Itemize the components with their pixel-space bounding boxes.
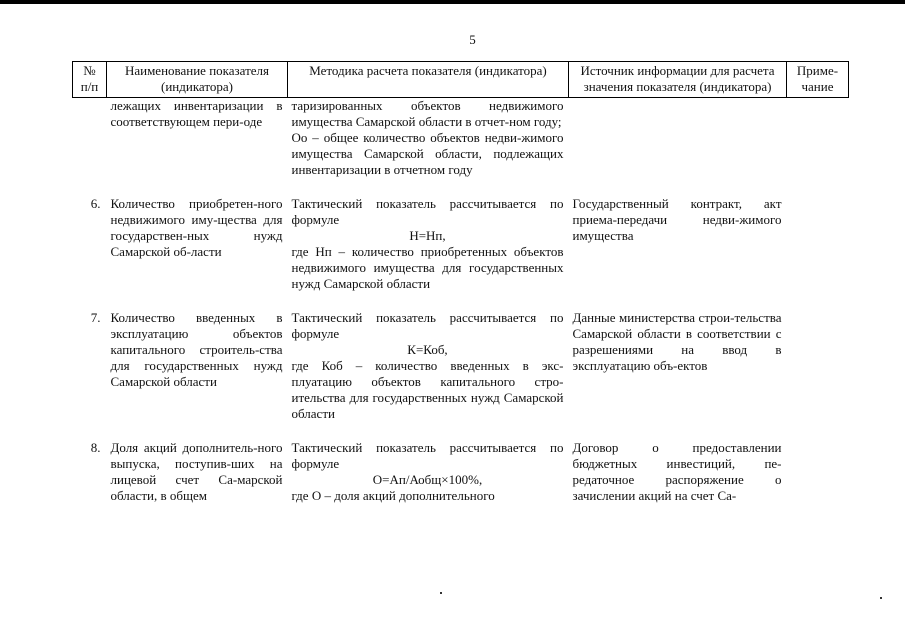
scan-speck (440, 592, 442, 594)
header-name: Наименование показателя (индикатора) (107, 62, 288, 98)
method-formula: Н=Нп, (409, 228, 446, 243)
method-explanation: где Коб – количество введенных в экс-плуатацию объектов капитального стро-ительства для государственных нужд Самарской области (291, 358, 564, 421)
header-method: Методика расчета показателя (индикатора) (288, 62, 569, 98)
note-cell (787, 196, 849, 310)
table-row (73, 440, 849, 522)
method-explanation: Оо – общее количество объектов недви-жимого имущества Самарской области, подлежащих инвентаризации в отчетном году (291, 130, 564, 177)
method-explanation: где О – доля акций дополнительного (291, 488, 495, 503)
row-number: 6. (90, 196, 101, 211)
info-source (569, 98, 787, 197)
method-cell (288, 310, 569, 440)
header-number: № п/п (73, 62, 107, 98)
method-cell (288, 440, 569, 522)
method-formula: О=Ап/Аобщ×100%, (372, 472, 483, 487)
info-source: Данные министерства строи-тельства Самарской области в соответствии с разрешениями на ввод в эксплуатацию объ-ектов (572, 310, 782, 373)
scan-speck (880, 597, 882, 599)
method-text: Тактический показатель рассчитывается по формуле (291, 196, 564, 227)
table-header-row (73, 62, 849, 98)
indicators-table (72, 61, 849, 522)
indicator-name: лежащих инвентаризации в соответствующем пери-оде (110, 98, 283, 129)
row-number: 8. (90, 440, 101, 455)
indicator-name: Доля акций дополнитель-ного выпуска, поступив-ших на лицевой счет Са-марской области, в общем (110, 440, 283, 503)
method-text: таризированных объектов недвижимого имущества Самарской области в отчет-ном году; (291, 98, 564, 129)
note-cell (787, 98, 849, 197)
method-cell (288, 196, 569, 310)
note-cell (787, 310, 849, 440)
info-source: Договор о предоставлении бюджетных инвестиций, пе-редаточное распоряжение о зачислении акций на счет Са- (572, 440, 782, 503)
note-cell (787, 440, 849, 522)
indicator-name: Количество приобретен-ного недвижимого иму-щества для государствен-ных нужд Самарской об-ласти (110, 196, 283, 259)
header-note: Приме-чание (787, 62, 849, 98)
method-text: Тактический показатель рассчитывается по формуле (291, 310, 564, 341)
method-formula: К=Коб, (407, 342, 448, 357)
method-cell (288, 98, 569, 197)
scan-top-edge (0, 0, 905, 4)
table-row (73, 310, 849, 440)
info-source: Государственный контракт, акт приема-передачи недви-жимого имущества (572, 196, 782, 243)
method-text: Тактический показатель рассчитывается по формуле (291, 440, 564, 471)
method-explanation: где Нп – количество приобретенных объектов недвижимого имущества для государственных нужд Самарской области (291, 244, 564, 291)
indicator-name: Количество введенных в эксплуатацию объектов капитального строитель-ства для государственных нужд Самарской области (110, 310, 283, 389)
table-row (73, 98, 849, 197)
row-number: 7. (90, 310, 101, 325)
row-number (73, 98, 107, 197)
header-source: Источник информации для расчета значения показателя (индикатора) (569, 62, 787, 98)
page-number: 5 (469, 32, 476, 47)
table-row (73, 196, 849, 310)
